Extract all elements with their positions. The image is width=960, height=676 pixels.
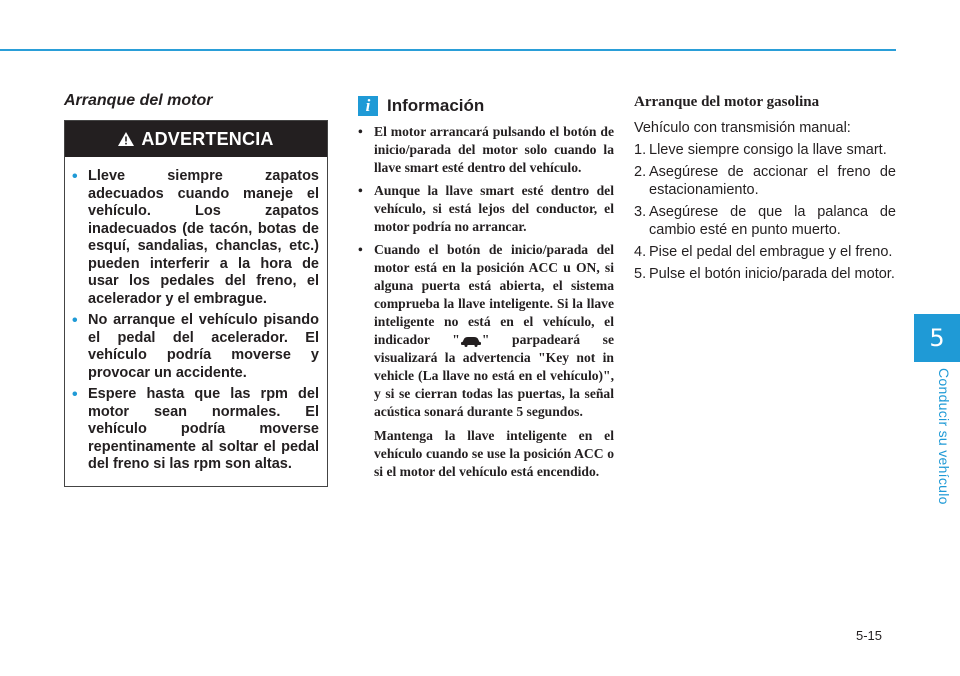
header-rule — [0, 49, 896, 51]
step-number: 2. — [634, 164, 647, 180]
warning-header — [65, 121, 327, 157]
chapter-label: Conducir su vehículo — [936, 368, 952, 505]
warning-item — [72, 168, 319, 308]
step-item — [634, 163, 896, 199]
bullet-icon: • — [358, 242, 363, 257]
info-item-text: El motor arrancará pulsando el botón de inicio/parada del motor solo cuando la llave smart esté dentro del vehículo. — [374, 124, 614, 175]
intro-text: Vehículo con transmisión manual: — [634, 120, 851, 136]
warning-item-text: Lleve siempre zapatos adecuados cuando maneje el vehículo. Los zapatos inadecuados (de tacón, botas de esquí, sandalias, chanclas, etc.) pueden interferir a la hora de usar los pedales del freno, el acelerador y el embrague. — [88, 168, 319, 307]
warning-title: ADVERTENCIA — [141, 128, 274, 149]
info-item — [358, 182, 614, 236]
step-text: Pulse el botón inicio/parada del motor. — [649, 266, 895, 282]
section-title: Arranque del motor — [64, 92, 213, 109]
middle-column — [358, 96, 614, 481]
warning-item — [72, 312, 319, 382]
left-column — [64, 92, 328, 487]
subsection-title: Arranque del motor gasolina — [634, 94, 820, 110]
info-item-text-after: " parpadeará se visualizará la advertencia "Key not in vehicle (La llave no está en el vehículo)", y si se cierran todas las puertas, la señal acústica sonará durante 5 segundos. — [374, 332, 614, 419]
chapter-tab — [914, 314, 960, 362]
step-number: 4. — [634, 244, 647, 260]
info-item — [358, 123, 614, 177]
info-item-text: Aunque la llave smart esté dentro del vehículo, si está lejos del conductor, el motor podría no arrancar. — [374, 183, 614, 234]
warning-item-text: No arranque el vehículo pisando el pedal del acelerador. El vehículo podría moverse y provocar un accidente. — [88, 312, 319, 381]
step-item — [634, 203, 896, 239]
step-text: Asegúrese de accionar el freno de estacionamiento. — [649, 164, 896, 198]
warning-icon — [118, 132, 134, 146]
bullet-icon: • — [72, 386, 78, 403]
info-title: Información — [387, 96, 485, 115]
warning-body — [65, 157, 327, 486]
warning-item — [72, 386, 319, 474]
bullet-icon: • — [72, 312, 78, 329]
bullet-icon: • — [358, 183, 363, 198]
warning-box — [64, 120, 328, 487]
step-item — [634, 141, 896, 159]
smart-key-indicator-icon — [460, 335, 482, 347]
info-item — [358, 241, 614, 421]
info-item-text-before: Cuando el botón de inicio/parada del motor está en la posición ACC u ON, si alguna puerta está abierta, el sistema comprueba la llave inteligente. Si la llave inteligente no está en el vehículo, el indicador " — [374, 242, 614, 347]
step-number: 1. — [634, 142, 647, 158]
warning-item-text: Espere hasta que las rpm del motor sean normales. El vehículo podría moverse repentinamente al soltar el pedal del freno si las rpm son altas. — [88, 386, 319, 472]
info-paragraph: Mantenga la llave inteligente en el vehículo cuando se use la posición ACC o si el motor del vehículo está encendido. — [374, 428, 614, 479]
bullet-icon: • — [72, 168, 78, 185]
step-text: Asegúrese de que la palanca de cambio esté en punto muerto. — [649, 204, 896, 238]
chapter-number: 5 — [929, 324, 945, 352]
step-item — [634, 243, 896, 261]
info-icon: i — [358, 96, 378, 116]
step-number: 3. — [634, 204, 647, 220]
info-header — [358, 96, 614, 116]
step-item — [634, 265, 896, 283]
bullet-icon: • — [358, 124, 363, 139]
step-text: Lleve siempre consigo la llave smart. — [649, 142, 887, 158]
step-number: 5. — [634, 266, 647, 282]
right-column — [634, 94, 896, 287]
page-number: 5-15 — [856, 628, 883, 643]
step-text: Pise el pedal del embrague y el freno. — [649, 244, 893, 260]
